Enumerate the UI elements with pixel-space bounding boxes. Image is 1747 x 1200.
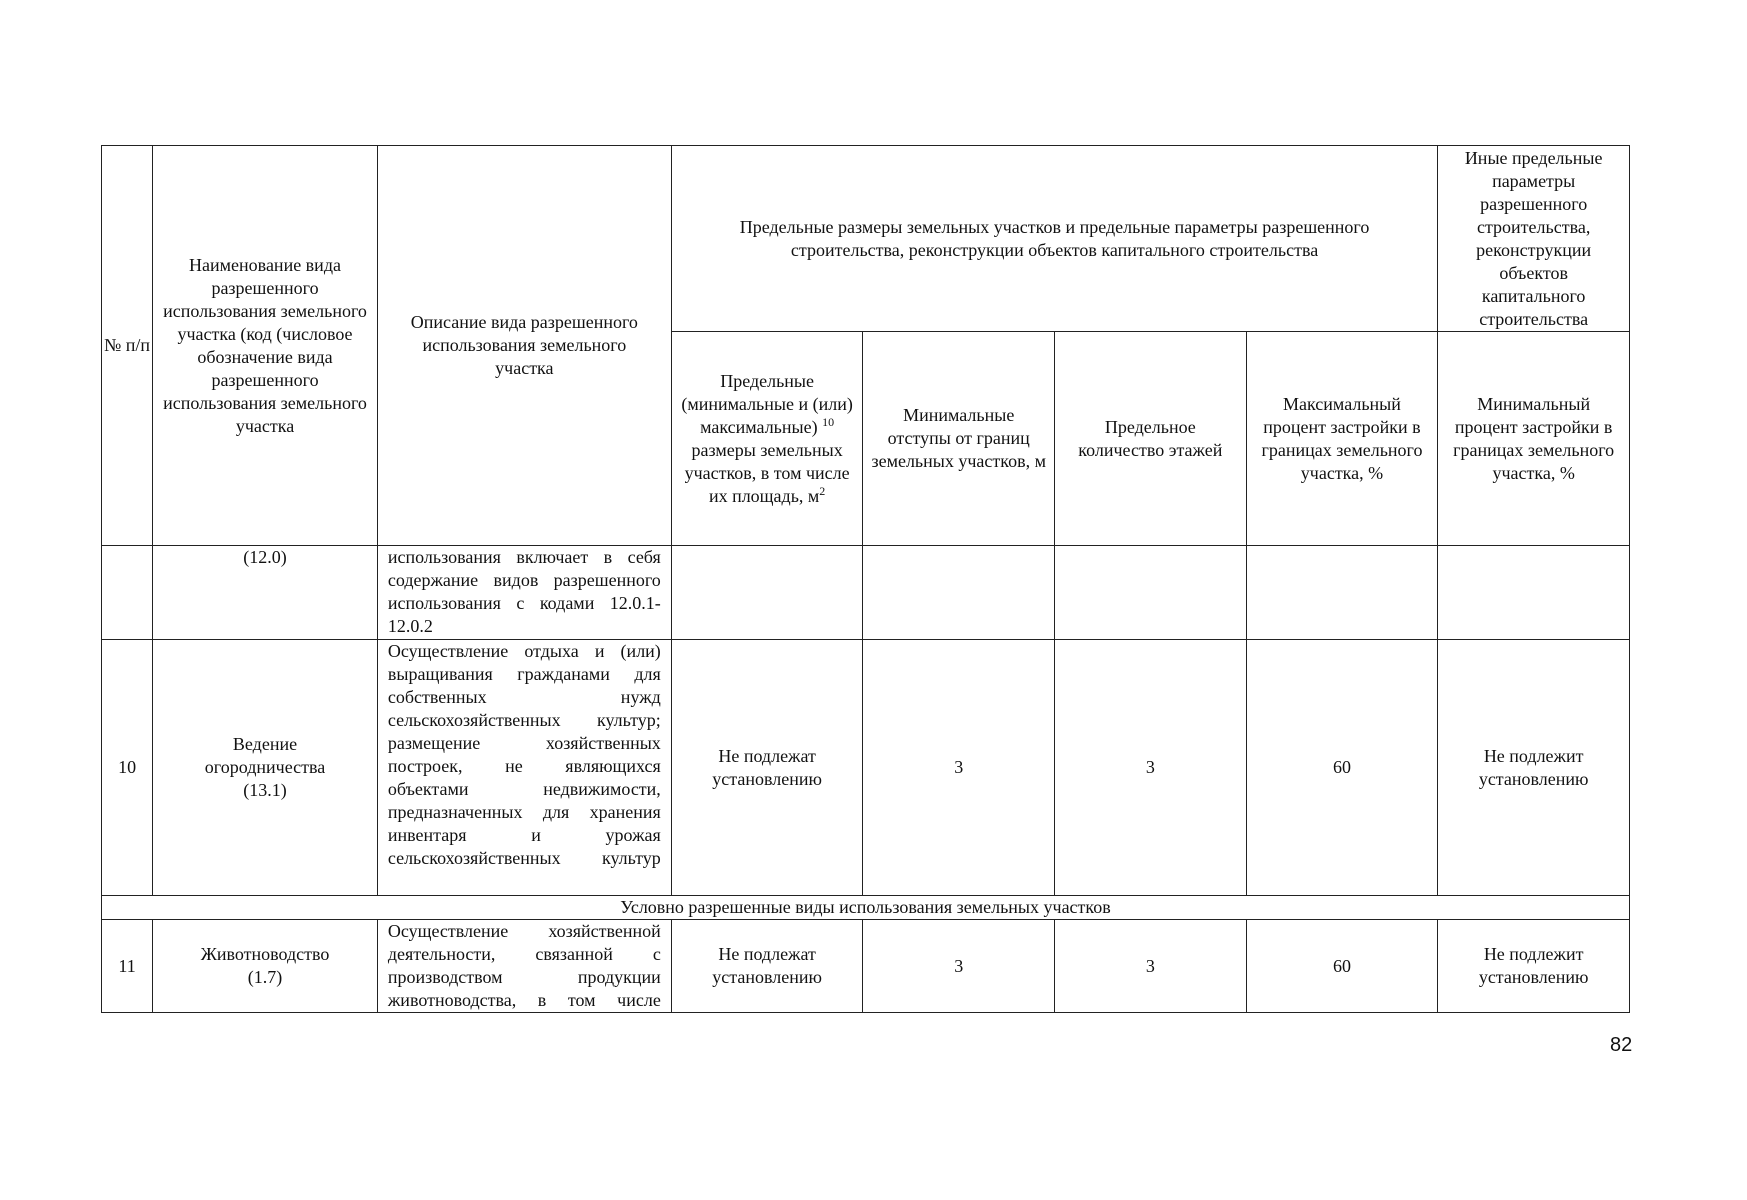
header-other: Иные предельные параметры разрешенного строительства, реконструкции объектов капитального строительства (1438, 146, 1630, 332)
row-max-percent: 60 (1246, 640, 1438, 896)
row-max-percent (1246, 546, 1438, 640)
row-num (102, 546, 153, 640)
row-desc: Осуществление отдыха и (или) выращивания гражданами для собственных нужд сельскохозяйственных культур; размещение хозяйственных построек, не являющихся объектами недвижимости, предназначенных для хранения инвентаря и урожая сельскохозяйственных культур (377, 640, 671, 896)
header-group: Предельные размеры земельных участков и предельные параметры разрешенного строительства, реконструкции объектов капитального строительства (671, 146, 1437, 332)
row-setback (863, 546, 1055, 640)
row-setback: 3 (863, 920, 1055, 1013)
page-number: 82 (1610, 1034, 1633, 1056)
table-row (102, 920, 1630, 1013)
header-size-text: Предельные (минимальные и (или) максимальные) (681, 370, 853, 437)
row-floors (1055, 546, 1247, 640)
row-other (1438, 546, 1630, 640)
header-min-percent: Минимальный процент застройки в границах земельного участка, % (1438, 332, 1630, 546)
header-size-text2: размеры земельных участков, в том числе их площадь, м (684, 439, 850, 506)
land-use-table (101, 145, 1630, 1013)
footnote-mark: 10 (822, 414, 835, 429)
header-size (671, 332, 863, 546)
header-floors: Предельное количество этажей (1055, 332, 1247, 546)
row-desc: использования включает в себя содержание видов разрешенного использования с кодами 12.0.1-12.0.2 (377, 546, 671, 640)
header-num: № п/п (102, 146, 153, 546)
header-row-1 (102, 146, 1630, 332)
row-max-percent: 60 (1246, 920, 1438, 1013)
header-name: Наименование вида разрешенного использования земельного участка (код (числовое обозначение вида разрешенного использования земельного участка (153, 146, 378, 546)
row-other: Не подлежит установлению (1438, 640, 1630, 896)
header-max-percent: Максимальный процент застройки в границах земельного участка, % (1246, 332, 1438, 546)
row-desc: Осуществление хозяйственной деятельности, связанной с производством продукции животноводства, в том числе (377, 920, 671, 1013)
row-other: Не подлежит установлению (1438, 920, 1630, 1013)
row-floors: 3 (1055, 920, 1247, 1013)
row-size: Не подлежат установлению (671, 640, 863, 896)
table-row (102, 546, 1630, 640)
row-num: 11 (102, 920, 153, 1013)
row-floors: 3 (1055, 640, 1247, 896)
row-num: 10 (102, 640, 153, 896)
header-setback: Минимальные отступы от границ земельных участков, м (863, 332, 1055, 546)
section-title: Условно разрешенные виды использования земельных участков (102, 896, 1630, 920)
table-row (102, 640, 1630, 896)
row-name: Животноводство (1.7) (153, 920, 378, 1013)
row-name: Ведение огородничества (13.1) (153, 640, 378, 896)
section-row (102, 896, 1630, 920)
row-size (671, 546, 863, 640)
unit-superscript: 2 (819, 483, 826, 498)
row-name: (12.0) (153, 546, 378, 640)
header-desc: Описание вида разрешенного использования земельного участка (377, 146, 671, 546)
row-size: Не подлежат установлению (671, 920, 863, 1013)
row-setback: 3 (863, 640, 1055, 896)
